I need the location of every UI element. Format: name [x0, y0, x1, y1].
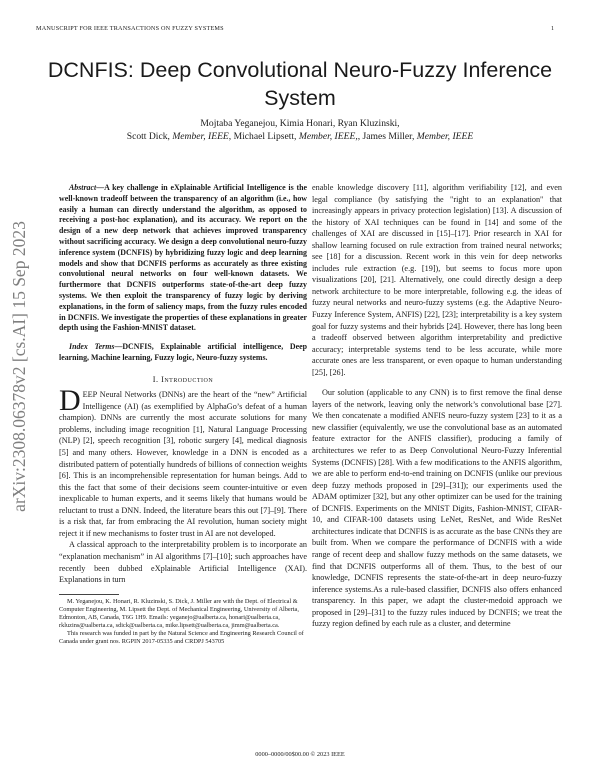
- footnote-funding: This research was funded in part by the Natural Science and Engineering Research Council of Canada under grant nos. RGPIN 2017-05335 and CRDPJ 543705: [59, 629, 304, 646]
- index-terms: [59, 342, 307, 364]
- author-membership: Member, IEEE,: [172, 131, 232, 142]
- intro-smallcaps: EEP: [82, 390, 98, 400]
- right-paragraph-2: Our solution (applicable to any CNN) is to first remove the final dense layers of the network, leaving only the network’s convolutional base [27]. We then concatenate a modified ANFIS neuro-fuzzy system [23] to it as a new classifier (equivalently, we use the convolutional base as an automated feature extractor for the ANFIS classifier), producing a family of architectures we refer to as Deep Convolutional Neuro-Fuzzy Inferential Systems (DCNFIS) [28]. With a few modifications to the ANFIS algorithm, we are able to perform end-to-end training on DCNFIS (unlike our previous deep fuzzy methods proposed in [29]–[31]); our experiments used the ADAM optimizer [32], but any other optimizer can be used for the training of DCNFIS. Experiments on the MNIST Digits, Fashion-MNIST, CIFAR-10, and CIFAR-100 datasets using LeNet, ResNet, and Wide ResNet architectures indicate that DCNFIS is as accurate as the base CNNs they are built from. When we compare the performance of DCNFIS with a wide range of recent deep and shallow fuzzy methods on the same datasets, we find that DCNFIS outperforms all of them. Thus, to the best of our knowledge, DCNFIS represents the state-of-the-art in deep neuro-fuzzy inference systems.As a rule-based classifier, DCNFIS also offers enhanced transparency. In this paper, we adapt the cluster-medoid approach we proposed in [29]–[31] to the fuzzy rules induced by DCNFIS; we treat the fuzzy region defined by each rule as a cluster, and determine: [312, 388, 562, 629]
- author-membership: Member, IEEE: [416, 131, 474, 142]
- arxiv-identifier: arXiv:2308.06378v2 [cs.AI] 15 Sep 2023: [8, 220, 29, 512]
- intro-paragraph-1: [59, 384, 307, 539]
- author-name: Scott Dick,: [126, 131, 173, 142]
- running-head: MANUSCRIPT FOR IEEE TRANSACTIONS ON FUZZY SYSTEMS: [36, 25, 224, 32]
- footnote-rule: [59, 594, 119, 595]
- paper-title: DCNFIS: Deep Convolutional Neuro-Fuzzy Inference System: [47, 58, 553, 110]
- author-name: , James Miller,: [357, 131, 417, 142]
- abstract-lead: Abstract: [69, 183, 97, 192]
- right-column: [312, 182, 562, 630]
- intro-paragraph-1-text: Neural Networks (DNNs) are the heart of the “new” Artificial Intelligence (AI) (as exemplified by AlphaGo’s defeat of a human champion). DNNs are currently the most accurate solutions for many problems, including image recognition [1], Natural Language Processing (NLP) [2], speech recognition [3], robotic surgery [4], medical diagnosis [5] and many others. However, knowledge in a DNN is encoded as a distributed pattern of potentially hundreds of billions of connection weights [6]. This is an incomprehensible representation for human beings. Add to this the fact that some of their decisions seem counter-intuitive or even inexplicable to human experts, and it seems likely that humans would be reluctant to trust a DNN. Indeed, the literature bears this out [7]–[9]. There is a risk that, far from embracing the AI revolution, human society might reject it if new mechanisms to foster trust in AI are not developed.: [59, 390, 307, 538]
- author-line-1: Mojtaba Yeganejou, Kimia Honari, Ryan Kluzinski,: [200, 118, 400, 129]
- author-name: Michael Lipsett,: [231, 131, 299, 142]
- author-line-2: [40, 130, 560, 143]
- author-membership: Member, IEEE,: [298, 131, 358, 142]
- page-number: 1: [551, 25, 555, 32]
- section-heading-introduction: I. Introduction: [152, 374, 214, 384]
- abstract-text: —A key challenge in eXplainable Artificial Intelligence is the well-known tradeoff between the transparency of an algorithm (i.e., how easily a human can directly understand the algorithm, as opposed to receiving a post-hoc explanation), and its accuracy. We report on the design of a new deep network that achieves improved transparency without sacrificing accuracy. We design a deep convolutional neuro-fuzzy inference system (DCNFIS) by hybridizing fuzzy logic and deep learning models and show that DCNFIS performs as accurately as three existing convolutional neural networks on four well-known datasets. We furthermore that DCNFIS outperforms state-of-the-art deep fuzzy systems. We then exploit the transparency of fuzzy logic by deriving explanations, in the form of saliency maps, from the fuzzy rules encoded in DCNFIS. We investigate the properties of these explanations in greater depth using the Fashion-MNIST dataset.: [59, 183, 307, 333]
- intro-paragraph-2: A classical approach to the interpretability problem is to incorporate an “explanation mechanism” in AI algorithms [7]–[10]; such approaches have recently been dubbed eXplainable Artificial Intelligence (XAI). Explanations in turn: [59, 540, 307, 585]
- footnote-affiliation: M. Yeganejou, K. Honari, R. Kluzinski, S. Dick, J. Miller are with the Dept. of Electrical & Computer Engineering, M. Lipsett the Dept. of Mechanical Engineering, University of Alberta, Edmonton, AB, Canada, T6G 1H9. Emails: yeganejo@ualberta.ca, honari@ualberta.ca, rkluzins@ualberta.ca, sdick@ualberta.ca, mike.lipsett@ualberta.ca, jimm@ualberta.ca.: [59, 597, 299, 629]
- arxiv-sidebar-stamp: [4, 165, 34, 567]
- index-terms-text: —DCNFIS, Explainable artificial intelligence, Deep learning, Machine learning, Fuzzy logic, Neuro-fuzzy systems.: [59, 342, 307, 362]
- left-column: [59, 183, 307, 646]
- copyright-notice: 0000–0000/00$00.00 © 2023 IEEE: [255, 751, 345, 758]
- index-terms-lead: Index Terms: [69, 342, 115, 352]
- abstract: [59, 183, 307, 334]
- right-paragraph-1: enable knowledge discovery [11], algorithm verifiability [12], and even legal compliance (by satisfying the "right to an explanation" that increasingly appears in privacy protection legislation) [13]. A discussion of the history of XAI techniques can be found in [14] and some of the challenges of XAI are discussed in [15]–[17]. Prior research in XAI for shallow learning focused on rule extraction from trained neural networks; see [18] for a discussion. Recent work in this vein for deep networks includes rule extraction (e.g. [19]), but seems to focus more upon visualizations [20], [21]. Alternatively, one could directly design a deep network architecture to be more interpretable, following e.g. the ideas of fuzzy neural networks and neuro-fuzzy systems (e.g. the Adaptive Neuro-Fuzzy Inference System, ANFIS) [22], [23]; interpretability is a key system goal for fuzzy systems and their hybrids [24]. However, there has long been a tradeoff observed between algorithm interpretability and predictive accuracy; interpretable systems tend to be less accurate, while more accurate ones are less transparent, or even opaque to human understanding [25], [26].: [312, 183, 562, 377]
- author-list: [40, 117, 560, 143]
- drop-cap: D: [59, 384, 81, 418]
